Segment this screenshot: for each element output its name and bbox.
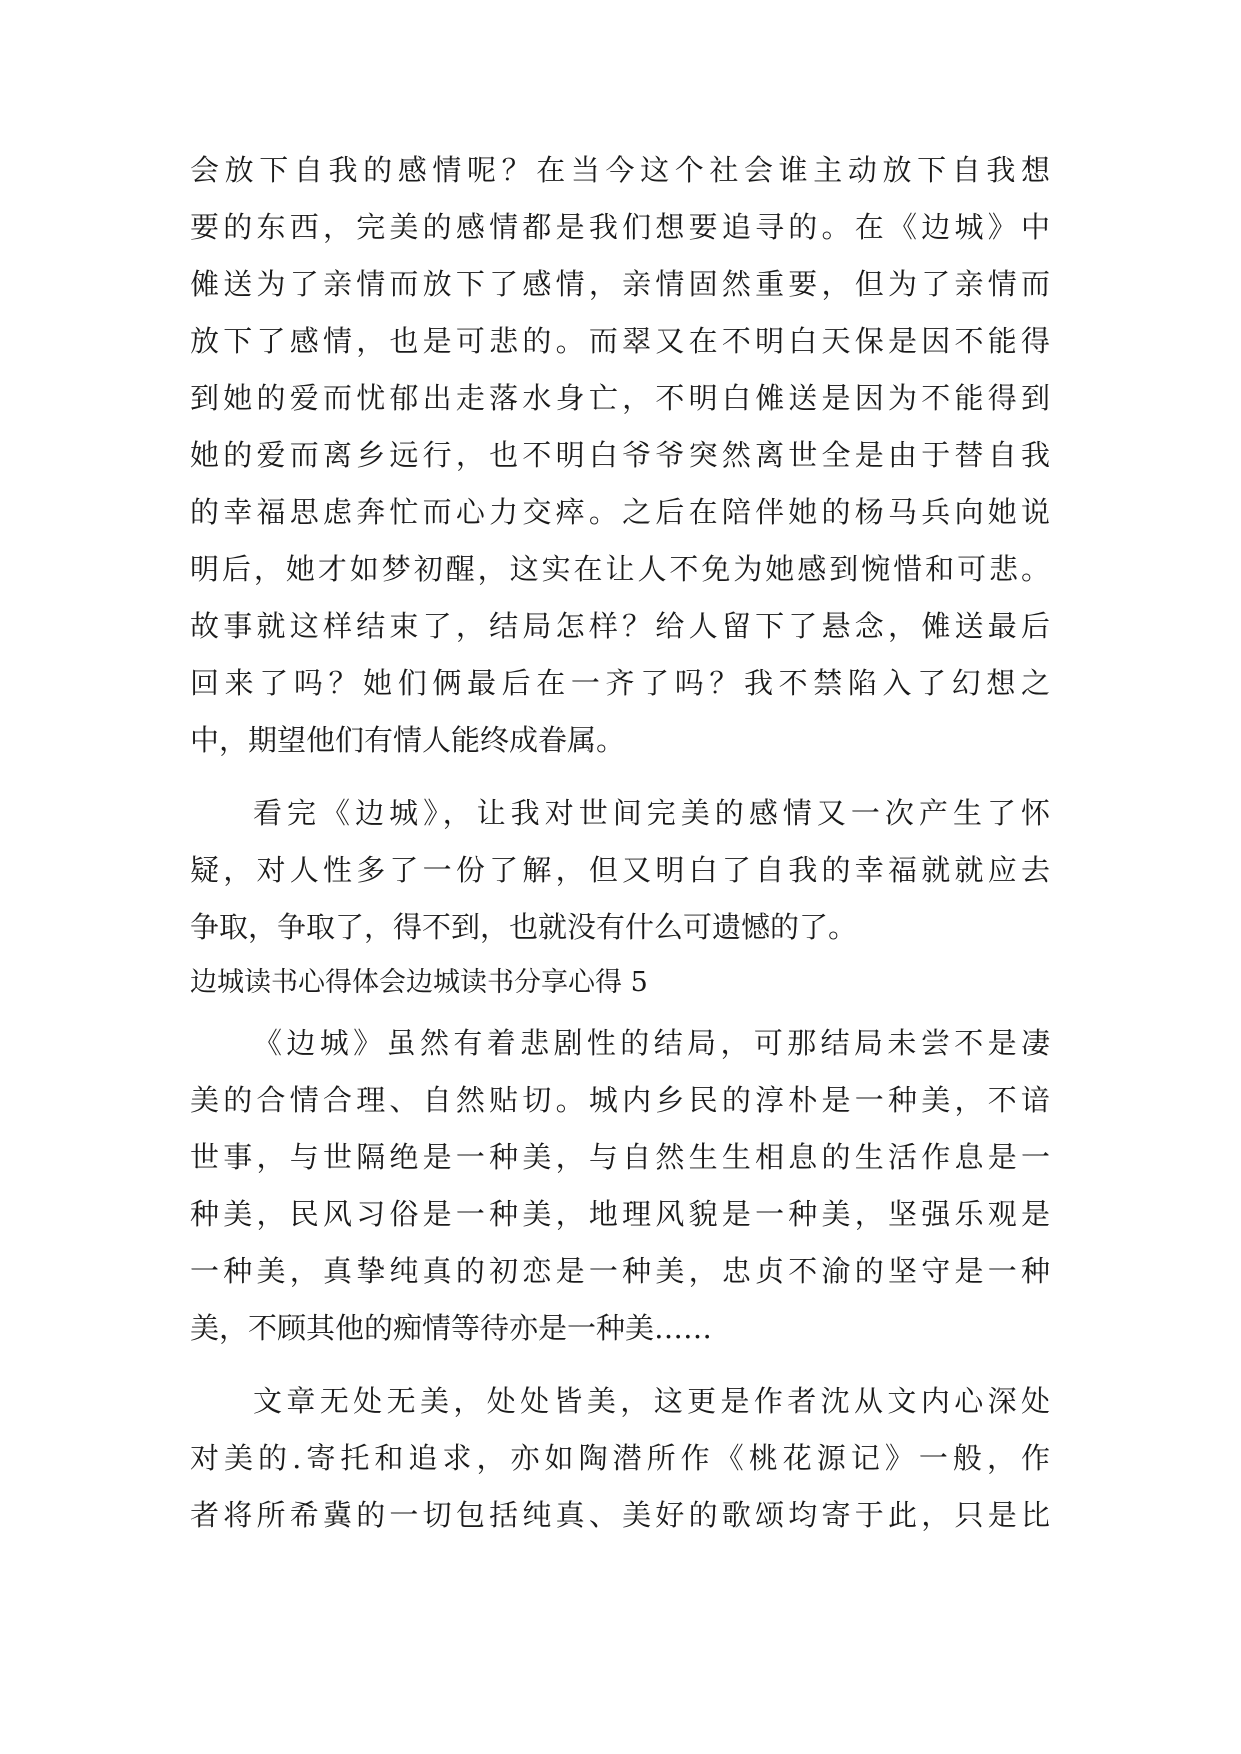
paragraph-line: 种美，民风习俗是一种美，地理风貌是一种美，坚强乐观是	[190, 1197, 1050, 1231]
paragraph-line: 的幸福思虑奔忙而心力交瘁。之后在陪伴她的杨马兵向她说	[190, 495, 1050, 529]
paragraph-line: 者将所希冀的一切包括纯真、美好的歌颂均寄于此，只是比	[190, 1498, 1050, 1532]
paragraph-line: 放下了感情，也是可悲的。而翠又在不明白天保是因不能得	[190, 324, 1050, 358]
paragraph-line: 中，期望他们有情人能终成眷属。	[190, 723, 626, 757]
paragraph-line: 到她的爱而忧郁出走落水身亡，不明白傩送是因为不能得到	[190, 381, 1050, 415]
paragraph-line: 文章无处无美，处处皆美，这更是作者沈从文内心深处	[253, 1384, 1050, 1418]
paragraph-line: 明后，她才如梦初醒，这实在让人不免为她感到惋惜和可悲。	[190, 552, 1050, 586]
paragraph-line: 看完《边城》，让我对世间完美的感情又一次产生了怀	[253, 796, 1050, 830]
paragraph-line: 争取，争取了，得不到，也就没有什么可遗憾的了。	[190, 910, 858, 944]
paragraph-line: 要的东西，完美的感情都是我们想要追寻的。在《边城》中	[190, 210, 1050, 244]
paragraph-line: 《边城》虽然有着悲剧性的结局，可那结局未尝不是凄	[253, 1026, 1050, 1060]
paragraph-line: 傩送为了亲情而放下了感情，亲情固然重要，但为了亲情而	[190, 267, 1050, 301]
paragraph-line: 美的合情合理、自然贴切。城内乡民的淳朴是一种美，不谙	[190, 1083, 1050, 1117]
paragraph-line: 回来了吗？她们俩最后在一齐了吗？我不禁陷入了幻想之	[190, 666, 1050, 700]
paragraph-line: 一种美，真挚纯真的初恋是一种美，忠贞不渝的坚守是一种	[190, 1254, 1050, 1288]
paragraph-line: 世事，与世隔绝是一种美，与自然生生相息的生活作息是一	[190, 1140, 1050, 1174]
section-heading: 边城读书心得体会边城读书分享心得 5	[190, 967, 648, 998]
paragraph-line: 美，不顾其他的痴情等待亦是一种美……	[190, 1311, 713, 1345]
paragraph-line: 她的爱而离乡远行，也不明白爷爷突然离世全是由于替自我	[190, 438, 1050, 472]
paragraph-line: 疑，对人性多了一份了解，但又明白了自我的幸福就就应去	[190, 853, 1050, 887]
paragraph-line: 对美的.寄托和追求，亦如陶潜所作《桃花源记》一般，作	[190, 1441, 1050, 1475]
paragraph-line: 故事就这样结束了，结局怎样？给人留下了悬念，傩送最后	[190, 609, 1050, 643]
paragraph-line: 会放下自我的感情呢？在当今这个社会谁主动放下自我想	[190, 153, 1050, 187]
